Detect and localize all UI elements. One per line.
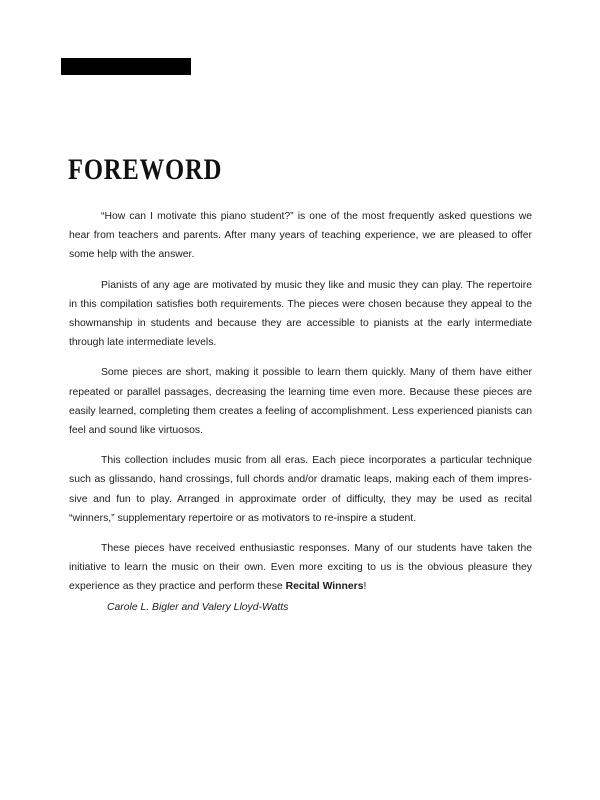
- book-title-bold: Recital Winners: [285, 581, 364, 593]
- paragraph-1: “How can I motivate this piano student?” is one of the most frequently asked questions we hear from teachers and parents. After many years of teaching experience, we are pleased to offer some help with the answer.: [69, 211, 532, 261]
- paragraph-5: [69, 539, 532, 597]
- paragraph-5-tail: !: [363, 581, 367, 593]
- page-title: FOREWORD: [68, 153, 223, 186]
- author-signature: Carole L. Bigler and Valery Lloyd-Watts: [107, 602, 289, 613]
- paragraph-5-text: These pieces have received enthusiastic responses. Many of our students have taken the initiative to learn the music on their own. Even more exciting to us is the obvious pleasure they experience as they practice and perform these: [69, 543, 532, 593]
- paragraph-2: Pianists of any age are motivated by music they like and music they can play. The repertoire in this compilation satisfies both requirements. The pieces were chosen because they appeal to the showmanship in students and because they are accessible to pianists at the early intermediate through late intermediate levels.: [69, 279, 532, 349]
- paragraph-3: Some pieces are short, making it possible to learn them quickly. Many of them have either repeated or parallel passages, decreasing the learning time even more. Because these pieces are easily learned, completing them creates a feeling of accomplishment. Less experienced pianists can feel and sound like virtuosos.: [69, 367, 532, 437]
- header-black-bar: [61, 58, 191, 75]
- foreword-body: [69, 207, 532, 608]
- paragraph-4: This collection includes music from all eras. Each piece incorporates a particular technique such as glissando, hand crossings, full chords and/or dramatic leaps, making each of them impressive and fun to play. Arranged in approximate order of difficulty, they may be used as recital “winners,” supplementary repertoire or as motivators to re-inspire a student.: [69, 455, 532, 524]
